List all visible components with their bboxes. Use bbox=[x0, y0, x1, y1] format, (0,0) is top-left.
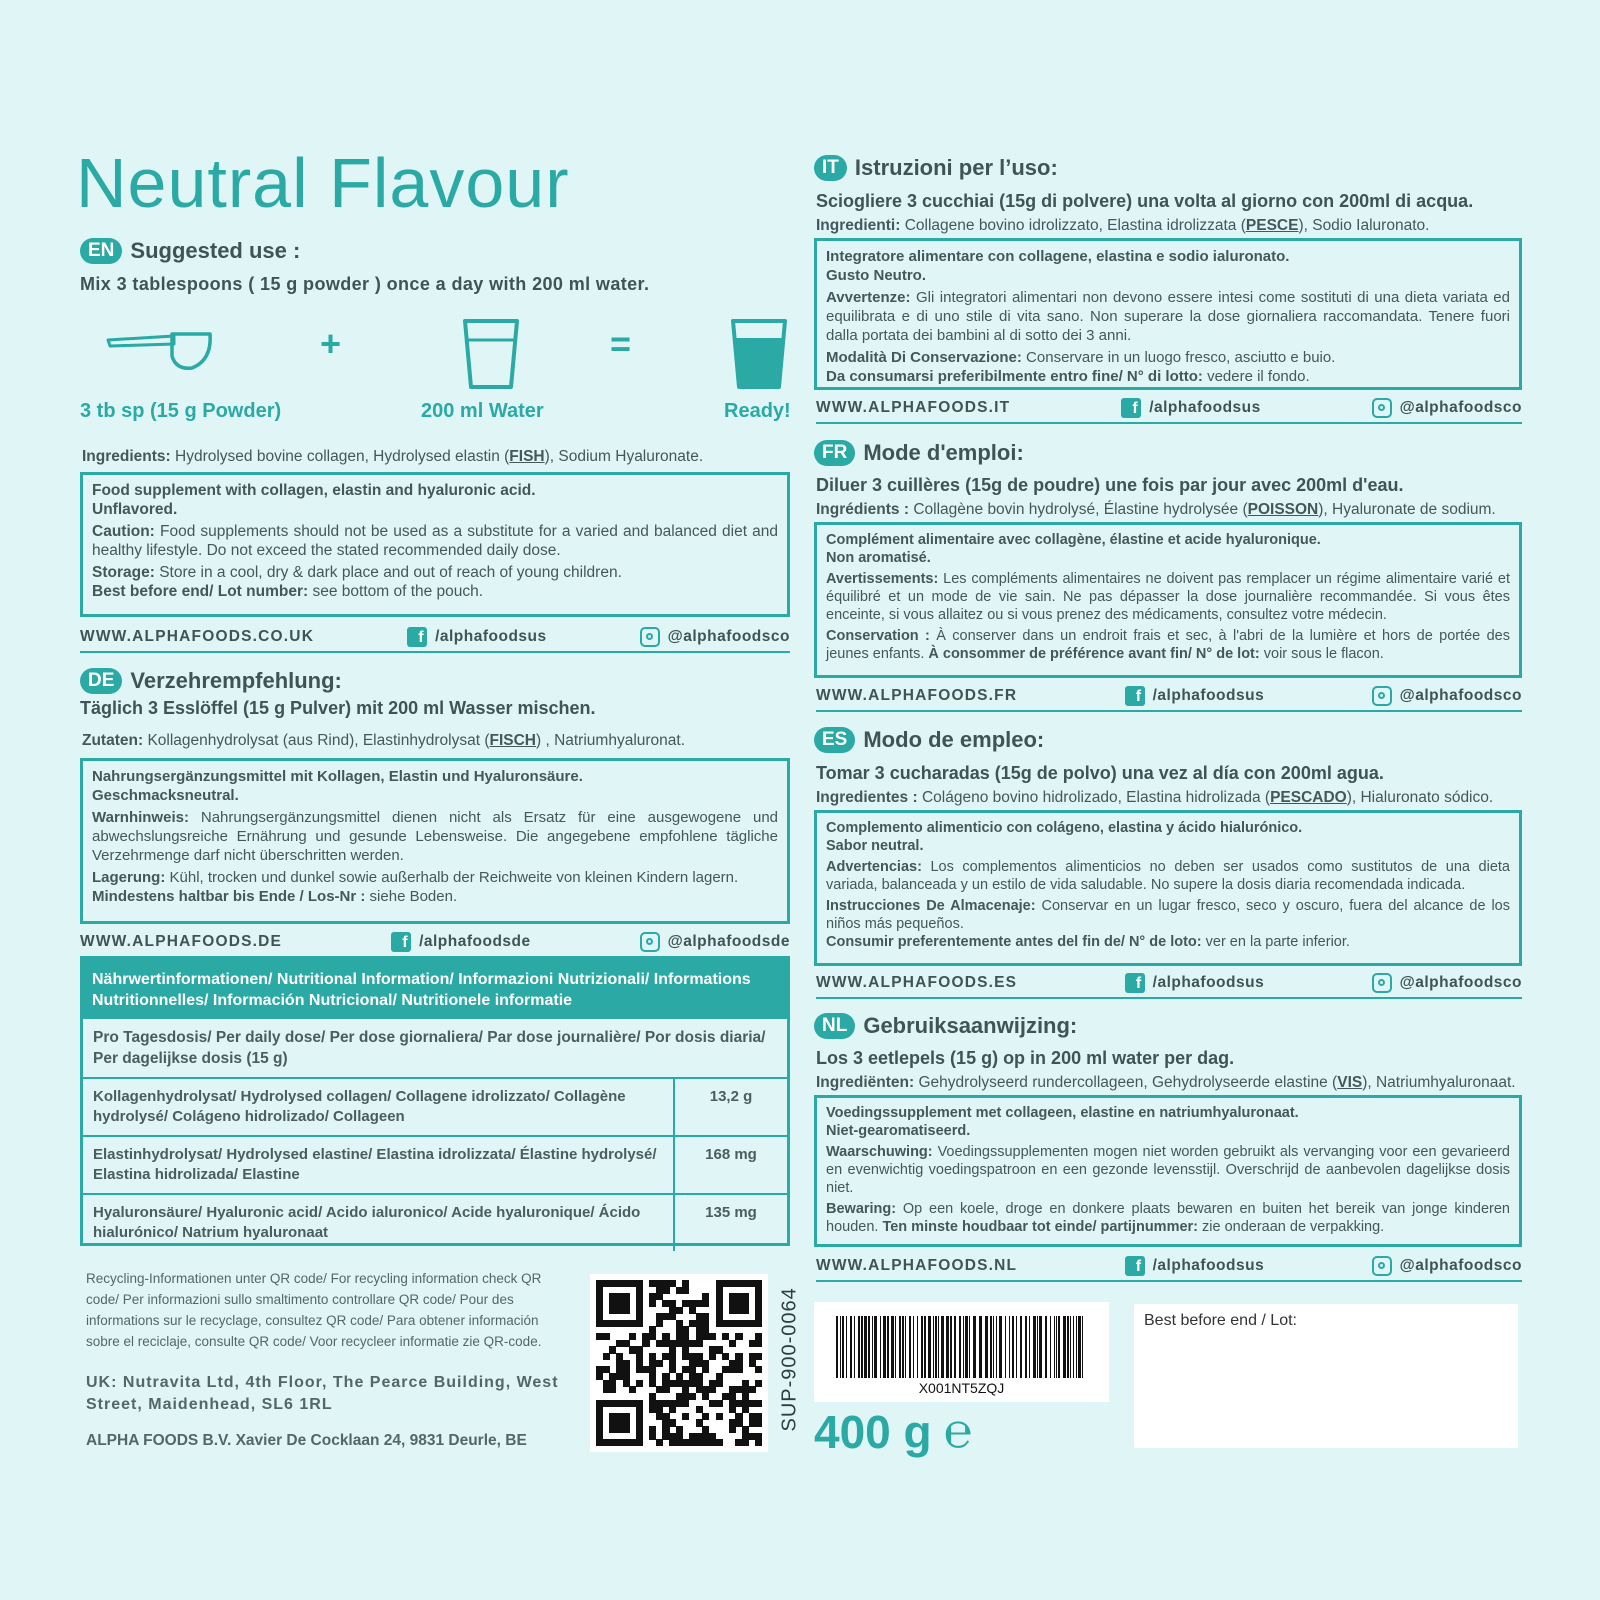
it-facebook-link[interactable]: f /alphafoodsus bbox=[1121, 398, 1261, 418]
nutrition-table bbox=[80, 958, 790, 1246]
facebook-icon: f bbox=[407, 627, 427, 647]
it-instagram-link[interactable]: @alphafoodsco bbox=[1372, 398, 1522, 418]
en-facebook-link[interactable]: f /alphafoodsus bbox=[407, 627, 547, 647]
barcode-number: X001NT5ZQJ bbox=[918, 1380, 1005, 1396]
de-facebook-link[interactable]: f /alphafoodsde bbox=[391, 932, 531, 952]
es-direction: Tomar 3 cucharadas (15g de polvo) una vez al día con 200ml agua. bbox=[816, 763, 1384, 783]
eu-address: ALPHA FOODS B.V. Xavier De Cocklaan 24, 9831 Deurle, BE bbox=[86, 1432, 527, 1449]
sup-code: SUP-900-0064 bbox=[778, 1287, 801, 1432]
instagram-icon bbox=[1372, 1256, 1392, 1276]
facebook-icon: f bbox=[1125, 973, 1145, 993]
scoop-icon bbox=[106, 330, 216, 374]
instagram-icon bbox=[640, 627, 660, 647]
fr-ingredients: Ingrédients : Collagène bovin hydrolysé, Élastine hydrolysée (POISSON), Hyaluronate de sodium. bbox=[816, 501, 1496, 518]
it-ingredients: Ingredienti: Collagene bovino idrolizzato, Elastina idrolizzata (PESCE), Sodio Ialuronato. bbox=[816, 217, 1430, 234]
en-social-bar bbox=[80, 627, 790, 653]
nutrient-name: Elastinhydrolysat/ Hydrolysed elastine/ Elastina idrolizzata/ Élastine hydrolysé/ Elastina hidrolizada/ Elastine bbox=[93, 1146, 657, 1183]
language-badge-fr: FR bbox=[814, 440, 855, 466]
table-row bbox=[83, 1077, 787, 1135]
nl-info-box: Voedingssupplement met collageen, elastine en natriumhyaluronaat. Niet-gearomatiseerd. Waarschuwing: Voedingssupplementen mogen niet worden gebruikt als vervanging voor een gevarieerd en evenwichtig voedingspatroon en een gezonde levensstijl. Overschrijd de aanbevolen dagelijkse dosis niet. Bewaring: Op een koele, droge en donkere plaats bewaren en buiten het bereik van jonge kinderen houden. Ten minste houdbaar tot einde/ partijnummer: zie onderaan de verpakking. bbox=[814, 1095, 1522, 1247]
fr-allergen: POISSON bbox=[1247, 501, 1319, 518]
ready-glass-icon bbox=[730, 318, 788, 390]
net-weight: 400 g ℮ bbox=[814, 1405, 973, 1458]
uk-address: UK: Nutravita Ltd, 4th Floor, The Pearce Building, West Street, Maidenhead, SL6 1RL bbox=[86, 1374, 559, 1413]
es-heading-text: Modo de empleo: bbox=[863, 727, 1045, 752]
it-direction: Sciogliere 3 cucchiai (15g di polvere) una volta al giorno con 200ml di acqua. bbox=[816, 191, 1474, 211]
barcode-bars bbox=[836, 1316, 1086, 1378]
fr-heading bbox=[814, 440, 1024, 466]
nl-direction: Los 3 eetlepels (15 g) op in 200 ml water per dag. bbox=[816, 1048, 1235, 1068]
fr-instagram-link[interactable]: @alphafoodsco bbox=[1372, 686, 1522, 706]
es-facebook-link[interactable]: f /alphafoodsus bbox=[1125, 973, 1265, 993]
best-before-label: Best before end / Lot: bbox=[1144, 1312, 1297, 1329]
language-badge-en: EN bbox=[80, 238, 122, 264]
water-glass-icon bbox=[462, 318, 520, 390]
table-row bbox=[83, 1135, 787, 1193]
fr-facebook-link[interactable]: f /alphafoodsus bbox=[1125, 686, 1265, 706]
plus-sign: + bbox=[320, 323, 342, 364]
it-allergen: PESCE bbox=[1245, 217, 1299, 234]
es-social-bar bbox=[816, 973, 1522, 999]
en-website-link[interactable]: WWW.ALPHAFOODS.CO.UK bbox=[80, 628, 315, 645]
de-allergen: FISCH bbox=[489, 732, 536, 749]
es-info-box: Complemento alimenticio con colágeno, elastina y ácido hialurónico. Sabor neutral. Advertencias: Los complementos alimenticios no deben ser usados como sustitutos de una dieta variada, balanceada y un estilo de vida saludable. No supere la dosis diaria recomendada indicada. Instrucciones De Almacenaje: Conservar en un lugar fresco, seco y oscuro, fuera del alcance de los niños más pequeños. Consumir preferentemente antes del fin de/ N° de loto: ver en la parte inferior. bbox=[814, 810, 1522, 966]
nl-ingredients: Ingrediënten: Gehydrolyseerd rundercollageen, Gehydrolyseerde elastine (VIS), Natriumhyaluronaat. bbox=[816, 1074, 1516, 1091]
nutrient-value: 13,2 g bbox=[673, 1079, 787, 1135]
recycling-qr-code[interactable] bbox=[590, 1274, 768, 1452]
nl-facebook-link[interactable]: f /alphafoodsus bbox=[1125, 1256, 1265, 1276]
de-website-link[interactable]: WWW.ALPHAFOODS.DE bbox=[80, 933, 283, 950]
en-heading-text: Suggested use : bbox=[130, 238, 301, 263]
de-heading-text: Verzehrempfehlung: bbox=[130, 668, 342, 693]
facebook-icon: f bbox=[1125, 686, 1145, 706]
es-heading bbox=[814, 727, 1044, 753]
es-allergen: PESCADO bbox=[1270, 789, 1347, 806]
en-info-box: Food supplement with collagen, elastin and hyaluronic acid. Unflavored. Caution: Food supplements should not be used as a substitute for a varied and balanced diet and healthy lifestyle. Do not exceed the stated recommended daily dose. Storage: Store in a cool, dry & dark place and out of reach of young children. Best before end/ Lot number: see bottom of the pouch. bbox=[80, 472, 790, 617]
es-instagram-link[interactable]: @alphafoodsco bbox=[1372, 973, 1522, 993]
it-website-link[interactable]: WWW.ALPHAFOODS.IT bbox=[816, 399, 1011, 416]
nutrition-per-dose: Pro Tagesdosis/ Per daily dose/ Per dose giornaliera/ Par dose journalière/ Por dosis diaria/ Per dagelijkse dosis (15 g) bbox=[93, 1029, 766, 1067]
instagram-icon bbox=[1372, 686, 1392, 706]
es-ingredients: Ingredientes : Colágeno bovino hidrolizado, Elastina hidrolizada (PESCADO), Hialuronato sódico. bbox=[816, 789, 1494, 806]
fr-info-box: Complément alimentaire avec collagène, élastine et acide hyaluronique. Non aromatisé. Avertissements: Les compléments alimentaires ne doivent pas remplacer un régime alimentaire varié et équilibré et un mode de vie sain. Ne pas dépasser la dose journalière recommandée. Si vous êtes enceinte, si vous allaitez ou si vous prenez des médicaments, consultez votre médecin. Conservation : À conserver dans un endroit frais et sec, à l'abri de la lumière et hors de portée des jeunes enfants. À consommer de préférence avant fin/ N° de lot: voir sous le flacon. bbox=[814, 522, 1522, 678]
nutrient-value: 135 mg bbox=[673, 1195, 787, 1251]
en-ingredients: Ingredients: Hydrolysed bovine collagen, Hydrolysed elastin (FISH), Sodium Hyaluronate. bbox=[82, 448, 704, 465]
it-heading bbox=[814, 155, 1058, 181]
fr-direction: Diluer 3 cuillères (15g de poudre) une fois par jour avec 200ml d'eau. bbox=[816, 475, 1404, 495]
nutrient-name: Hyaluronsäure/ Hyaluronic acid/ Acido ialuronico/ Acide hyaluronique/ Ácido hialurónico/ Natrium hyaluronaat bbox=[93, 1204, 641, 1241]
de-direction: Täglich 3 Esslöffel (15 g Pulver) mit 200 ml Wasser mischen. bbox=[80, 698, 596, 718]
en-allergen: FISH bbox=[509, 448, 545, 465]
de-ingredients: Zutaten: Kollagenhydrolysat (aus Rind), Elastinhydrolysat (FISCH) , Natriumhyaluronat. bbox=[82, 732, 686, 749]
nutrient-value: 168 mg bbox=[673, 1137, 787, 1193]
language-badge-es: ES bbox=[814, 727, 855, 753]
de-social-bar bbox=[80, 932, 790, 958]
nl-heading bbox=[814, 1013, 1077, 1039]
step-scoop-label: 3 tb sp (15 g Powder) bbox=[80, 400, 282, 422]
step-ready-label: Ready! bbox=[724, 400, 791, 422]
it-social-bar bbox=[816, 398, 1522, 424]
fr-heading-text: Mode d'emploi: bbox=[863, 440, 1024, 465]
it-info-box: Integratore alimentare con collagene, elastina e sodio ialuronato. Gusto Neutro. Avvertenze: Gli integratori alimentari non devono essere intesi come sostituti di una dieta variata ed equilibrata e di uno stile di vita sano. Non superare la dose giornaliera raccomandata. Tenere fuori dalla portata dei bambini al di sotto dei 3 anni. Modalità Di Conservazione: Conservare in un luogo fresco, asciutto e buio. Da consumarsi preferibilmente entro fine/ N° di lotto: vedere il fondo. bbox=[814, 238, 1522, 390]
language-badge-de: DE bbox=[80, 668, 122, 694]
en-heading bbox=[80, 238, 300, 264]
it-heading-text: Istruzioni per l’uso: bbox=[854, 155, 1058, 180]
en-direction: Mix 3 tablespoons ( 15 g powder ) once a day with 200 ml water. bbox=[80, 274, 650, 294]
step-water-label: 200 ml Water bbox=[421, 400, 544, 422]
facebook-icon: f bbox=[391, 932, 411, 952]
language-badge-it: IT bbox=[814, 155, 847, 181]
fr-website-link[interactable]: WWW.ALPHAFOODS.FR bbox=[816, 687, 1018, 704]
nl-heading-text: Gebruiksaanwijzing: bbox=[863, 1013, 1078, 1038]
facebook-icon: f bbox=[1125, 1256, 1145, 1276]
estimated-sign-icon: ℮ bbox=[943, 1405, 973, 1458]
de-heading bbox=[80, 668, 342, 694]
de-info-box: Nahrungsergänzungsmittel mit Kollagen, Elastin und Hyaluronsäure. Geschmacksneutral. Warnhinweis: Nahrungsergänzungsmittel dienen nicht als Ersatz für eine ausgewogene und abwechslungsreiche Ernährung und gesunde Lebensweise. Die angegebene empfohlene tägliche Verzehrmenge darf nicht überschritten werden. Lagerung: Kühl, trocken und dunkel sowie außerhalb der Reichweite von kleinen Kindern lagern. Mindestens haltbar bis Ende / Los-Nr : siehe Boden. bbox=[80, 758, 790, 924]
instagram-icon bbox=[1372, 973, 1392, 993]
nutrient-name: Kollagenhydrolysat/ Hydrolysed collagen/ Collagene idrolizzato/ Collagène hydrolysé/ Colágeno hidrolizado/ Collageen bbox=[93, 1088, 626, 1125]
en-instagram-link[interactable]: @alphafoodsco bbox=[640, 627, 790, 647]
language-badge-nl: NL bbox=[814, 1013, 855, 1039]
barcode bbox=[814, 1302, 1109, 1402]
instagram-icon bbox=[640, 932, 660, 952]
es-website-link[interactable]: WWW.ALPHAFOODS.ES bbox=[816, 974, 1018, 991]
de-instagram-link[interactable]: @alphafoodsde bbox=[640, 932, 790, 952]
nl-website-link[interactable]: WWW.ALPHAFOODS.NL bbox=[816, 1257, 1018, 1274]
page-title: Neutral Flavour bbox=[76, 144, 570, 222]
nutrition-header: Nährwertinformationen/ Nutritional Information/ Informazioni Nutrizionali/ Informations Nutritionnelles/ Información Nutricional/ Nutritionele informatie bbox=[83, 961, 787, 1019]
fr-social-bar bbox=[816, 686, 1522, 712]
nl-allergen: VIS bbox=[1337, 1074, 1363, 1091]
recycling-info: Recycling-Informationen unter QR code/ For recycling information check QR code/ Per informazioni sullo smaltimento controllare QR code/ Pour des informations sur le recyclage, consultez QR code/ Para obtener información sobre el reciclaje, consulte QR code/ Voor recycleer informatie zie QR-code. bbox=[86, 1271, 542, 1349]
best-before-box bbox=[1134, 1304, 1518, 1448]
table-row bbox=[83, 1193, 787, 1251]
nl-social-bar bbox=[816, 1256, 1522, 1282]
facebook-icon: f bbox=[1121, 398, 1141, 418]
instagram-icon bbox=[1372, 398, 1392, 418]
equals-sign: = bbox=[610, 323, 632, 364]
nl-instagram-link[interactable]: @alphafoodsco bbox=[1372, 1256, 1522, 1276]
